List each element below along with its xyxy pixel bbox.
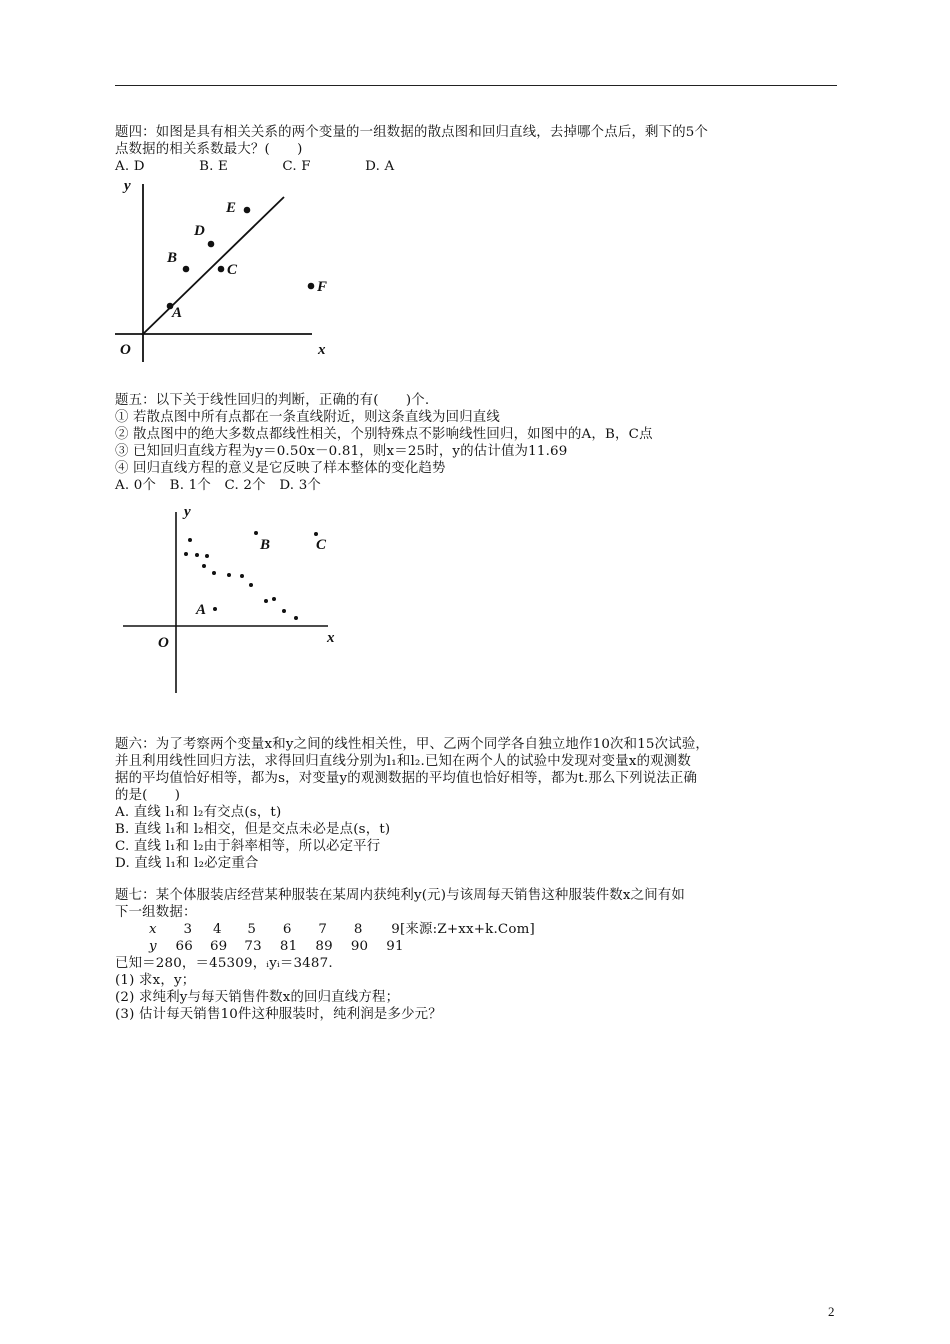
q5-point (227, 573, 231, 577)
q5-point (205, 554, 209, 558)
q4-regression-line (142, 197, 284, 335)
q4-label-d: D (194, 223, 205, 239)
q5-label-a: A (196, 602, 207, 618)
q4-label-c: C (227, 262, 238, 278)
q5-point (184, 552, 188, 556)
q7-table-cell: 8 (353, 922, 363, 937)
q7-table-cell: 4 (212, 922, 222, 937)
q5-item3: ③ 已知回归直线方程为y＝0.50x－0.81，则x＝25时，y的估计值为11.69 (115, 444, 568, 459)
q6-option-c: C. 直线 l₁和 l₂由于斜率相等，所以必定平行 (115, 839, 381, 854)
q6-text-line3: 据的平均值恰好相等，都为s，对变量y的观测数据的平均值也恰好相等，都为t.那么下列说法正确 (115, 771, 698, 786)
q7-table-cell: 7 (318, 922, 328, 937)
q5-point-b (254, 531, 258, 535)
q4-scatter-figure (112, 172, 342, 364)
q5-scatter-figure (118, 498, 348, 696)
q5-point (240, 574, 244, 578)
q7-text-line1: 题七：某个体服装店经营某种服装在某周内获纯利y(元)与该周每天销售这种服装件数x之间有如 (115, 888, 685, 903)
q7-table-cell: 81 (279, 939, 298, 954)
page-number: 2 (828, 1304, 835, 1319)
q7-table-cell: 5 (247, 922, 257, 937)
q4-point-e (244, 207, 251, 214)
q4-text-line2: 点数据的相关系数最大？( ) (115, 142, 303, 157)
q5-point (272, 597, 276, 601)
q7-table-cell: 90 (350, 939, 369, 954)
q5-y-label: y (184, 504, 191, 520)
q4-text-line1: 题四：如图是具有相关关系的两个变量的一组数据的散点图和回归直线，去掉哪个点后，剩下的5个 (115, 125, 709, 140)
q4-origin-label: O (120, 342, 131, 358)
q7-table-cell: 6 (282, 922, 292, 937)
q5-point (212, 571, 216, 575)
q4-label-b: B (167, 250, 178, 266)
q5-origin-label: O (158, 635, 169, 651)
q7-text-line2: 下一组数据： (115, 905, 197, 920)
q5-item2: ② 散点图中的绝大多数点都线性相关，个别特殊点不影响线性回归，如图中的A，B，C点 (115, 427, 653, 442)
q7-given: 已知＝280，＝45309，ᵢyᵢ＝3487. (115, 956, 333, 971)
q5-options: A. 0个 B. 1个 C. 2个 D. 3个 (115, 478, 322, 493)
q7-table-cell: 3 (183, 922, 193, 937)
q4-options: A. D B. E C. F D. A (115, 159, 395, 174)
q7-table-cell: 89 (315, 939, 333, 954)
q5-point (249, 583, 253, 587)
q6-text-line2: 并且利用线性回归方法，求得回归直线分别为l₁和l₂.已知在两个人的试验中发现对变量x的观测数 (115, 754, 691, 769)
q6-option-d: D. 直线 l₁和 l₂必定重合 (115, 856, 259, 871)
q6-text-line4: 的是( ) (115, 788, 181, 803)
q5-label-c: C (316, 537, 327, 553)
q4-label-a: A (172, 305, 183, 321)
q5-point (294, 616, 298, 620)
q5-point (188, 538, 192, 542)
q4-point-d (208, 241, 215, 248)
q7-sub1: (1) 求x，y； (115, 973, 196, 988)
q4-y-label: y (124, 178, 131, 194)
q4-point-b (183, 266, 190, 273)
q4-label-f: F (317, 279, 328, 295)
q5-item1: ① 若散点图中所有点都在一条直线附近，则这条直线为回归直线 (115, 410, 500, 425)
q5-item4: ④ 回归直线方程的意义是它反映了样本整体的变化趋势 (115, 461, 446, 476)
q6-text-line1: 题六：为了考察两个变量x和y之间的线性相关性，甲、乙两个同学各自独立地作10次和15次试验， (115, 737, 710, 752)
q5-point-a (213, 607, 217, 611)
q7-table-x-label: x (149, 922, 157, 937)
q7-table-cell: 66 (175, 939, 193, 954)
q6-option-b: B. 直线 l₁和 l₂相交，但是交点未必是点(s，t) (115, 822, 391, 837)
q7-table-cell: 69 (209, 939, 228, 954)
q4-x-label: x (318, 342, 326, 358)
q4-point-c (218, 266, 225, 273)
q4-point-f (308, 283, 315, 290)
q5-point (195, 553, 199, 557)
q7-table-row-x (149, 921, 535, 938)
q7-table-cell: 73 (244, 939, 262, 954)
q4-label-e: E (226, 200, 237, 216)
header-rule (115, 85, 837, 86)
q5-x-label: x (327, 630, 335, 646)
q5-point (264, 599, 268, 603)
q5-label-b: B (260, 537, 271, 553)
q5-text-line1: 题五：以下关于线性回归的判断，正确的有( )个. (115, 393, 430, 408)
q7-sub3: (3) 估计每天销售10件这种服装时，纯利润是多少元？ (115, 1007, 442, 1022)
q5-point (282, 609, 286, 613)
q7-table-row-y (149, 938, 404, 955)
q5-point-c (314, 532, 318, 536)
q7-table-y-label: y (149, 939, 157, 954)
q7-sub2: (2) 求纯利y与每天销售件数x的回归直线方程； (115, 990, 400, 1005)
q7-table-cell: 91 (386, 939, 404, 954)
q7-table-cell: 9[来源:Z+xx+k.Com] (391, 922, 535, 937)
q5-point (202, 564, 206, 568)
q6-option-a: A. 直线 l₁和 l₂有交点(s，t) (115, 805, 282, 820)
